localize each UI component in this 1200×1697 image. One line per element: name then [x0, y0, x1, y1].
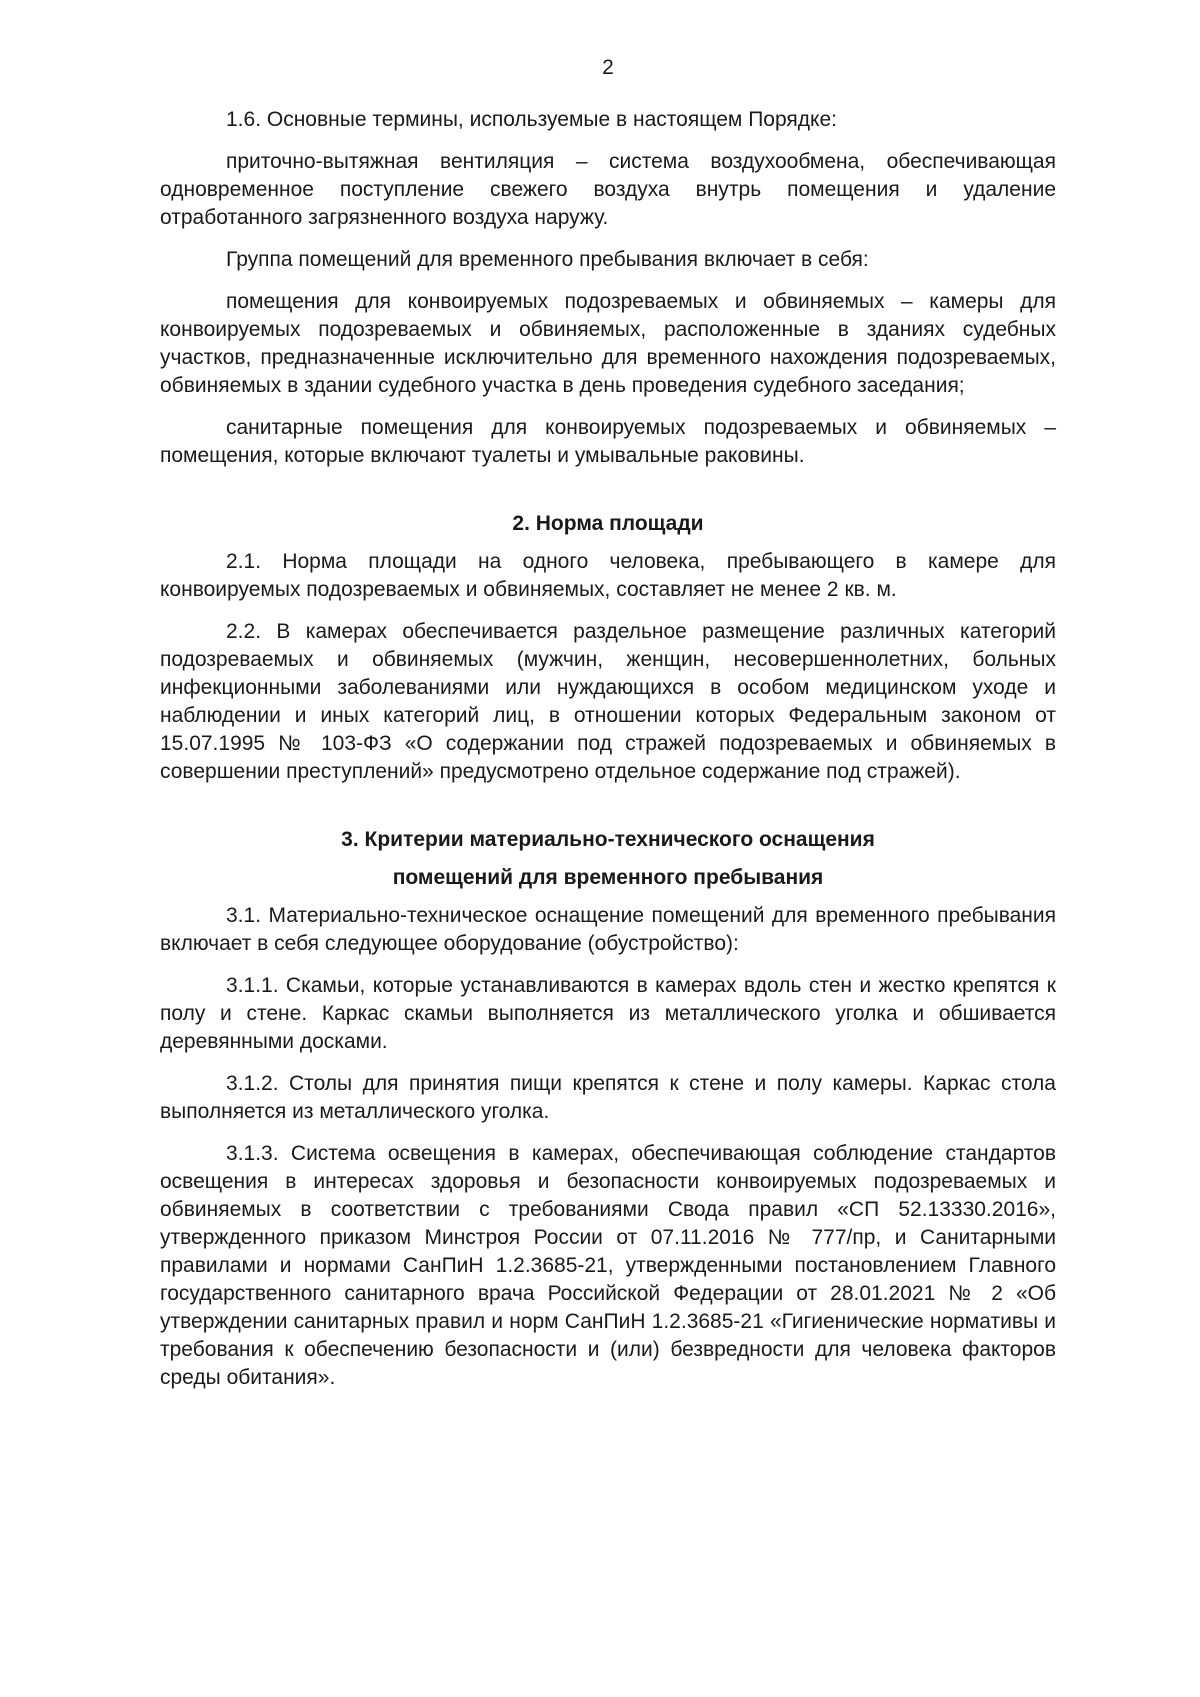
paragraph-2-2: 2.2. В камерах обеспечивается раздельное размещение различных категорий подозреваемых и обвиняемых (мужчин, женщин, несовершеннолетних, больных инфекционными заболеваниями или нуждающихся в особом медицинском уходе и наблюдении и иных категорий лиц, в отношении которых Федеральным законом от 15.07.1995 № 103-ФЗ «О содержании под стражей подозреваемых и обвиняемых в совершении преступлений» предусмотрено отдельное содержание под стражей). [160, 620, 1056, 783]
paragraph-rooms-definition: помещения для конвоируемых подозреваемых и обвиняемых – камеры для конвоируемых подозреваемых и обвиняемых, расположенные в зданиях судебных участков, предназначенные исключительно для временного нахождения подозреваемых, обвиняемых в здании судебного участка в день проведения судебного заседания; [160, 290, 1056, 397]
document-body [160, 106, 1056, 1406]
page-number: 2 [602, 56, 614, 79]
paragraph-3-1: 3.1. Материально-техническое оснащение помещений для временного пребывания включает в себя следующее оборудование (обустройство): [160, 904, 1056, 955]
paragraph-2-1: 2.1. Норма площади на одного человека, пребывающего в камере для конвоируемых подозреваемых и обвиняемых, составляет не менее 2 кв. м. [160, 550, 1056, 601]
paragraph-3-1-1: 3.1.1. Скамьи, которые устанавливаются в камерах вдоль стен и жестко крепятся к полу и стене. Каркас скамьи выполняется из металлического уголка и обшивается деревянными досками. [160, 974, 1056, 1053]
paragraph-ventilation-definition: приточно-вытяжная вентиляция – система воздухообмена, обеспечивающая одновременное поступление свежего воздуха внутрь помещения и удаление отработанного загрязненного воздуха наружу. [160, 150, 1056, 229]
section-3-heading-line1: 3. Критерии материально-технического оснащения [341, 828, 875, 851]
section-3-heading-line2: помещений для временного пребывания [392, 866, 824, 889]
section-2-heading: 2. Норма площади [512, 512, 704, 535]
paragraph-room-group: Группа помещений для временного пребывания включает в себя: [226, 248, 869, 271]
paragraph-sanitary-definition: санитарные помещения для конвоируемых подозреваемых и обвиняемых – помещения, которые включают туалеты и умывальные раковины. [160, 416, 1056, 467]
paragraph-1-6: 1.6. Основные термины, используемые в настоящем Порядке: [226, 108, 837, 131]
document-page [160, 0, 1056, 1553]
paragraph-3-1-3: 3.1.3. Система освещения в камерах, обеспечивающая соблюдение стандартов освещения в интересах здоровья и безопасности конвоируемых подозреваемых и обвиняемых в соответствии с требованиями Свода правил «СП 52.13330.2016», утвержденного приказом Минстроя России от 07.11.2016 № 777/пр, и Санитарными правилами и нормами СанПиН 1.2.3685-21, утвержденными постановлением Главного государственного санитарного врача Российской Федерации от 28.01.2021 № 2 «Об утверждении санитарных правил и норм СанПиН 1.2.3685-21 «Гигиенические нормативы и требования к обеспечению безопасности и (или) безвредности для человека факторов среды обитания». [160, 1142, 1056, 1389]
paragraph-3-1-2: 3.1.2. Столы для принятия пищи крепятся к стене и полу камеры. Каркас стола выполняется из металлического уголка. [160, 1072, 1056, 1123]
